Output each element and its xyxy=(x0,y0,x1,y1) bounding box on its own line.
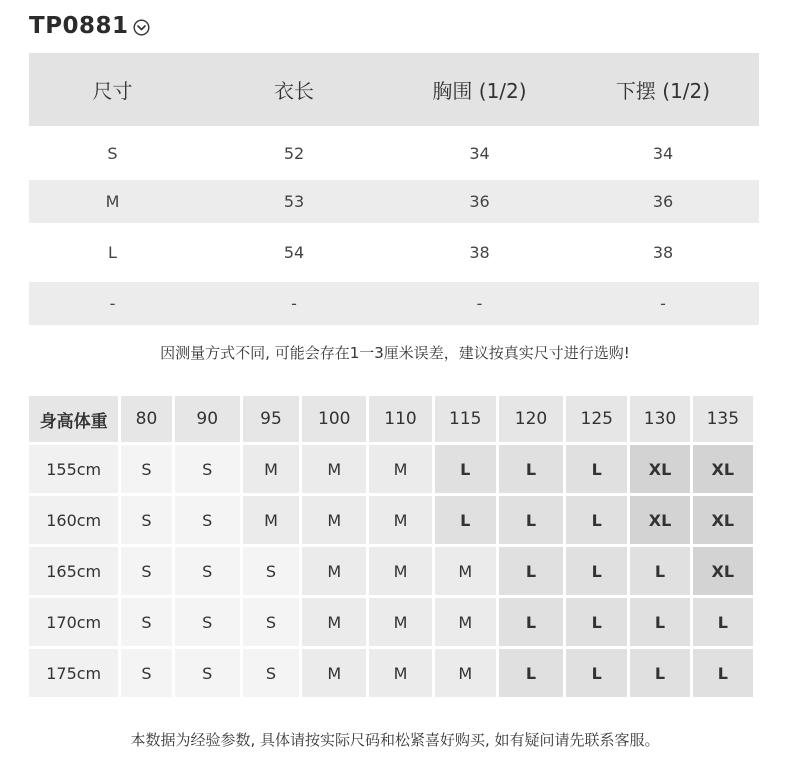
size-cell: 38 xyxy=(567,223,759,282)
recommended-size-cell: S xyxy=(121,598,171,646)
recommended-size-cell: L xyxy=(566,598,627,646)
weight-header-cell: 110 xyxy=(369,396,431,442)
height-cell: 160cm xyxy=(29,496,118,544)
table-row xyxy=(29,496,753,544)
recommended-size-cell: L xyxy=(693,649,753,697)
recommended-size-cell: L xyxy=(499,598,563,646)
recommended-size-cell: M xyxy=(369,496,431,544)
recommended-size-cell: L xyxy=(499,547,563,595)
weight-header-cell: 100 xyxy=(302,396,366,442)
size-cell: 53 xyxy=(196,180,392,223)
height-cell: 165cm xyxy=(29,547,118,595)
size-header-cell: 下摆 (1/2) xyxy=(567,53,759,126)
recommended-size-cell: S xyxy=(121,496,171,544)
recommended-size-cell: M xyxy=(302,547,366,595)
recommended-size-cell: M xyxy=(302,445,366,493)
size-table-header xyxy=(29,53,759,126)
weight-header-cell: 135 xyxy=(693,396,753,442)
recommended-size-cell: M xyxy=(302,598,366,646)
recommended-size-cell: L xyxy=(630,649,689,697)
corner-label: 身高体重 xyxy=(29,396,118,442)
table-row xyxy=(29,126,759,180)
table-row xyxy=(29,649,753,697)
weight-header-cell: 95 xyxy=(243,396,299,442)
recommended-size-cell: M xyxy=(435,649,496,697)
table-row xyxy=(29,598,753,646)
size-cell: 34 xyxy=(567,126,759,180)
recommended-size-cell: M xyxy=(435,547,496,595)
height-cell: 170cm xyxy=(29,598,118,646)
recommended-size-cell: M xyxy=(369,649,431,697)
weight-header-cell: 90 xyxy=(175,396,240,442)
table-row xyxy=(29,445,753,493)
recommended-size-cell: L xyxy=(566,547,627,595)
size-cell: M xyxy=(29,180,196,223)
size-cell: 38 xyxy=(392,223,567,282)
recommended-size-cell: M xyxy=(369,547,431,595)
size-cell: 54 xyxy=(196,223,392,282)
weight-header-cell: 115 xyxy=(435,396,496,442)
recommended-size-cell: L xyxy=(566,649,627,697)
size-cell: 36 xyxy=(392,180,567,223)
recommended-size-cell: M xyxy=(369,598,431,646)
recommended-size-cell: XL xyxy=(693,496,753,544)
recommended-size-cell: L xyxy=(435,445,496,493)
height-cell: 175cm xyxy=(29,649,118,697)
weight-header-cell: 125 xyxy=(566,396,627,442)
table-row xyxy=(29,547,753,595)
recommended-size-cell: L xyxy=(499,445,563,493)
recommended-size-cell: S xyxy=(175,496,240,544)
recommended-size-cell: S xyxy=(243,547,299,595)
recommended-size-cell: S xyxy=(121,445,171,493)
weight-header-cell: 120 xyxy=(499,396,563,442)
table-row xyxy=(29,282,759,325)
size-recommendation-table xyxy=(26,393,756,700)
size-cell: - xyxy=(29,282,196,325)
recommended-size-cell: M xyxy=(369,445,431,493)
size-cell: 34 xyxy=(392,126,567,180)
measurement-note: 因测量方式不同, 可能会存在1一3厘米误差，建议按真实尺寸进行选购! xyxy=(160,344,630,362)
recommended-size-cell: L xyxy=(630,547,689,595)
recommended-size-cell: XL xyxy=(630,445,689,493)
recommended-size-cell: L xyxy=(435,496,496,544)
recommended-size-cell: L xyxy=(693,598,753,646)
size-cell: 36 xyxy=(567,180,759,223)
product-code: TP0881 xyxy=(29,13,129,39)
recommended-size-cell: XL xyxy=(630,496,689,544)
size-header-cell: 尺寸 xyxy=(29,53,196,126)
recommended-size-cell: M xyxy=(435,598,496,646)
size-cell: - xyxy=(392,282,567,325)
weight-header-cell: 80 xyxy=(121,396,171,442)
recommended-size-cell: L xyxy=(630,598,689,646)
size-cell: 52 xyxy=(196,126,392,180)
recommended-size-cell: M xyxy=(302,649,366,697)
size-cell: - xyxy=(196,282,392,325)
table-row xyxy=(29,223,759,282)
product-header xyxy=(29,10,150,42)
recommended-size-cell: M xyxy=(243,496,299,544)
size-cell: L xyxy=(29,223,196,282)
chevron-down-circle-icon[interactable] xyxy=(133,19,150,36)
recommended-size-cell: S xyxy=(121,547,171,595)
weight-header-cell: 130 xyxy=(630,396,689,442)
recommended-size-cell: L xyxy=(499,649,563,697)
recommended-size-cell: S xyxy=(243,598,299,646)
recommended-size-cell: S xyxy=(243,649,299,697)
table-row xyxy=(29,180,759,223)
recommended-size-cell: S xyxy=(175,445,240,493)
recommended-size-cell: S xyxy=(175,547,240,595)
recommended-size-cell: M xyxy=(302,496,366,544)
height-cell: 155cm xyxy=(29,445,118,493)
recommended-size-cell: L xyxy=(566,445,627,493)
recommend-header-row xyxy=(29,396,753,442)
recommended-size-cell: S xyxy=(175,649,240,697)
reference-note: 本数据为经验参数, 具体请按实际尺码和松紧喜好购买, 如有疑问请先联系客服。 xyxy=(130,731,660,749)
size-header-cell: 衣长 xyxy=(196,53,392,126)
recommended-size-cell: XL xyxy=(693,445,753,493)
recommended-size-cell: S xyxy=(175,598,240,646)
recommended-size-cell: L xyxy=(499,496,563,544)
size-cell: S xyxy=(29,126,196,180)
recommended-size-cell: S xyxy=(121,649,171,697)
recommended-size-cell: M xyxy=(243,445,299,493)
size-cell: - xyxy=(567,282,759,325)
recommended-size-cell: L xyxy=(566,496,627,544)
recommended-size-cell: XL xyxy=(693,547,753,595)
size-table xyxy=(29,53,759,325)
size-header-cell: 胸围 (1/2) xyxy=(392,53,567,126)
